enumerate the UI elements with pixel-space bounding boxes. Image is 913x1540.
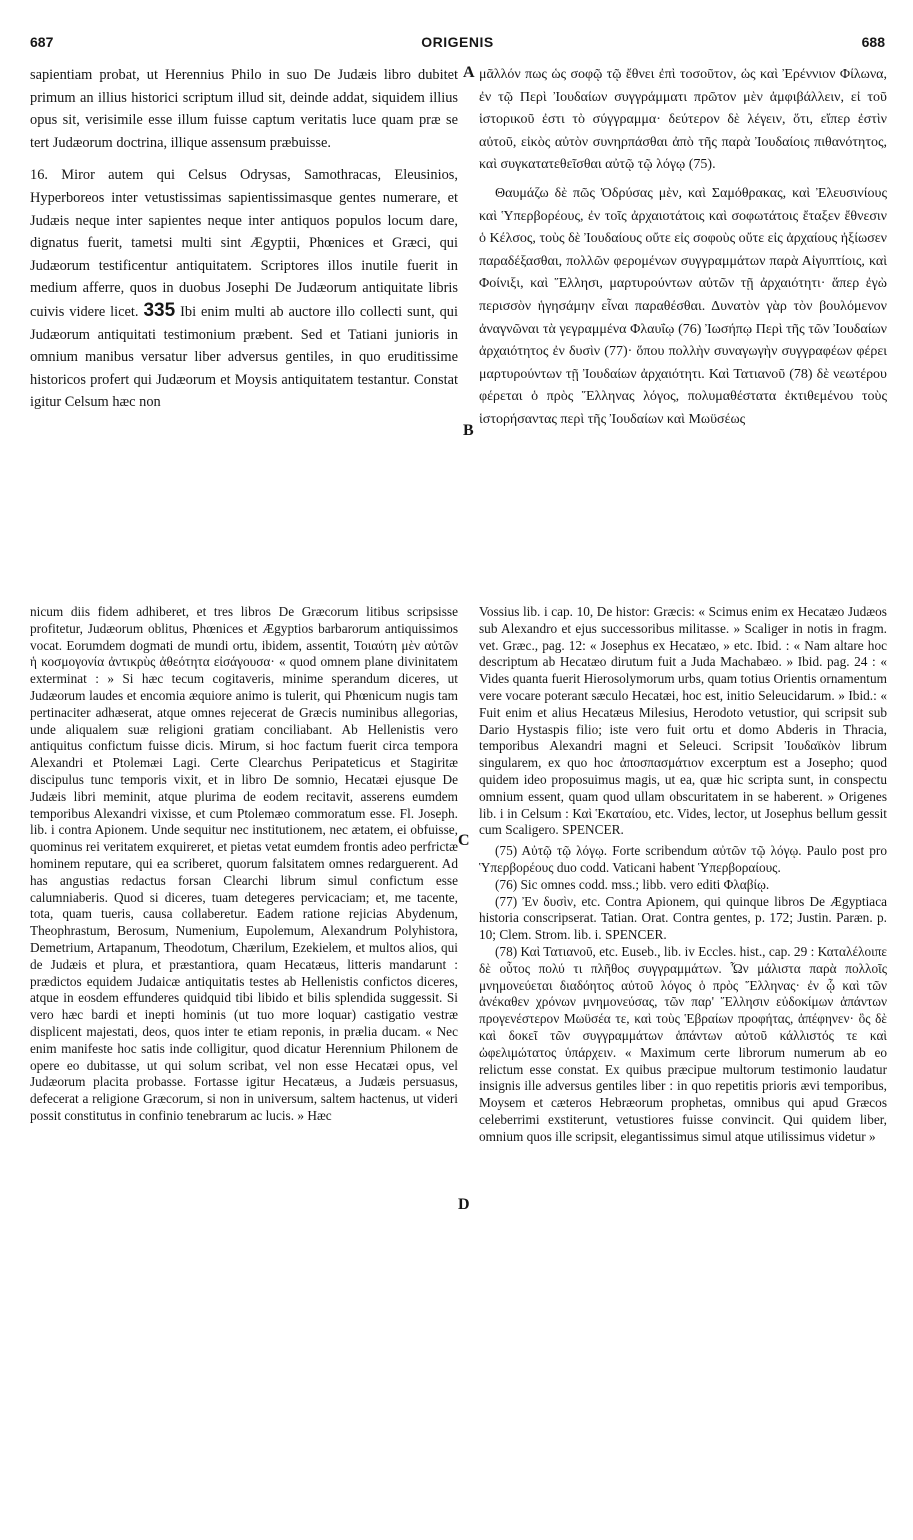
- notes-right-column: [479, 604, 887, 1146]
- latin-paragraph-2-text: 16. Miror autem qui Celsus Odrysas, Samothracas, Eleusinios, Hyperboreos inter vetustissimas sapientissimasque gentes numerare, et Judæis neque inter sapientes neque inter antiquos populos locum dare, dignatus fuerit, tametsi multi sint Ægyptii, Phœnices et Græci, qui Judæorum testificentur antiquitatem. Scriptores illos inutile fuerit in medium afferre, quos in duobus Josephi De Judæorum antiquitate libris cuivis videre licet.: [30, 167, 458, 320]
- page-number-right: 688: [861, 34, 885, 50]
- margin-marker-c: C: [458, 832, 470, 849]
- notes-left-column: [30, 604, 458, 1125]
- running-header: [30, 34, 885, 54]
- greek-paragraph-1: μᾶλλόν πως ὡς σοφῷ τῷ ἔθνει ἐπὶ τοσοῦτον, ὡς καὶ Ἐρέννιον Φίλωνα, ἐν τῷ Περὶ Ἰουδαίων συγγράμματι πρῶτον μὲν ἀμφιβάλλειν, εἰ τοῦ ἱστορικοῦ ἐστι τὸ σύγγραμμα· δεύτερον δὲ λέγειν, ὅτι, εἴπερ ἐστὶν αὐτοῦ, εἰκὸς αὐτὸν συνηρπάσθαι ἀπὸ τῆς παρὰ Ἰουδαίοις πιθανότητος, καὶ συγκατατεθεῖσθαι αὐτῷ τῷ λόγῳ (75).: [479, 67, 887, 173]
- note-75: (75) Αὐτῷ τῷ λόγῳ. Forte scribendum αὐτῶν τῷ λόγῳ. Paulo post pro Ὑπερβορέους duo codd. Vaticani habent Ὑπερβοραίους.: [479, 843, 887, 875]
- note-continuation: Vossius lib. i cap. 10, De histor: Græcis: « Scimus enim ex Hecatæo Judæos sub Alexandro et ejus successoribus militasse. » Scaliger in notis in fragm. vet. Græc., pag. 12: « Josephus ex Hecatæo, » etc. Ibid. : « Nam altare hoc descriptum ab Hecatæo dirutum fuit a Juda Machabæo. » Ibid. pag. 24 : « Vides quanta fuerit Hierosolymorum urbs, quam totius Orientis ornamentum vere vocare poterant sæculo Hecatæi, hoc est, initio Seleucidarum. » Ibid.: « Fuit enim et alius Hecatæus Milesius, Herodoto vetustior, qui scripsit sub Dario Hystaspis filio; iste vero fuit ortu et domo Abderis in Thracia, temporibus Alexandri magni et Seleuci. Scripsit Ἰουδαϊκὸν librum singularem, ex quo hoc ἀποσπασμάτιον excerptum est a Josepho; quod quidem ideo proposuimus magis, ut ea, quæ hic scripta sunt, in conspectu omnium essent, quam quod ullam obscuritatem in se haberent. » Origenes lib. i in Celsum : Καὶ Ἑκαταίου, etc. Vides, lector, ut Josephus bellum gessit cum Scaligero. SPENCER.: [479, 604, 887, 838]
- greek-column: [479, 64, 887, 432]
- margin-marker-b: B: [463, 422, 474, 439]
- column-number: 335: [143, 299, 176, 321]
- note-77: (77) Ἐν δυσὶν, etc. Contra Apionem, qui quinque libros De Ægyptiaca historia conscripserat. Tatian. Orat. Contra gentes, p. 172; Justin. Paræn. p. 10; Clem. Strom. lib. i. SPENCER.: [479, 893, 887, 943]
- margin-marker-a: A: [463, 64, 475, 81]
- latin-paragraph-2: [30, 164, 458, 414]
- note-76: (76) Sic omnes codd. mss.; libb. vero editi Φλαβίῳ.: [495, 876, 770, 892]
- page-title: ORIGENIS: [421, 34, 494, 50]
- latin-paragraph-2-continuation: Ibi enim multi ab auctore illo collecti sunt, qui Judæorum antiquitati testimonium præbent. Sed et Tatiani junioris in omnium manibus versatur liber adversus gentiles, in quo eruditissime historicos profert qui Judæorum et Moysis antiquitatem testantur. Constat igitur Celsum hæc non: [30, 303, 458, 411]
- greek-paragraph-2: Θαυμάζω δὲ πῶς Ὀδρύσας μὲν, καὶ Σαμόθρακας, καὶ Ἐλευσινίους καὶ Ὑπερβορέους, ἐν τοῖς ἀρχαιοτάτοις καὶ σοφωτάτοις ἔταξεν ἔθνεσιν ὁ Κέλσος, τοὺς δὲ Ἰουδαίους οὔτε εἰς σοφοὺς οὔτε εἰς ἀρχαίους ἠξίωσεν παραδέξασθαι, πολλῶν φερομένων συγγραμμάτων παρὰ Αἰγυπτίοις, καὶ Φοίνιξι, καὶ Ἕλλησι, μαρτυρούντων αὐτῶν τῇ ἀρχαιότητι· ἅπερ ἐγὼ περισσὸν ἡγησάμην εἶναι παραθέσθαι. Δυνατὸν γὰρ τὸν βουλόμενον ἀναγνῶναι τὰ γεγραμμένα Φλαυΐῳ (76) Ἰωσήπῳ Περὶ τῆς τῶν Ἰουδαίων ἀρχαιότητος ἐν δυσὶν (77)· ὅπου πολλὴν συναγωγὴν συγγραφέων φέρει μαρτυρούντων τῇ Ἰουδαίων ἀρχαιότητι. Καὶ Τατιανοῦ (78) δὲ νεωτέρου φέρεται ὁ πρὸς Ἕλληνας λόγος, πολυμαθέστατα ἐκτιθεμένου τοὺς ἱστορήσαντας περὶ τῆς Ἰουδαίων καὶ Μωϋσέως: [479, 185, 887, 427]
- latin-paragraph-1: sapientiam probat, ut Herennius Philo in suo De Judæis libro dubitet primum an illius historici scriptum illud sit, deinde addat, siquidem illius opus sit, verisimile esse illum fuisse captum veritatis luce quam præ se tert Judæorum doctrina, illique assensum præbuisse.: [30, 67, 458, 151]
- page-number-left: 687: [30, 34, 54, 50]
- note-text: nicum diis fidem adhiberet, et tres libros De Græcorum litibus scripsisse profitetur, Judæorum oblitus, Phœnices et Ægyptios barbarorum antiquissimos vocat. Eorumdem dogmati de mundi ortu, ibidem, assentit, Τοιαύτη μὲν αὐτῶν ἡ κοσμογονία ἀντικρὺς ἀθεότητα εἰσάγουσα· « quod omnem plane divinitatem exterminat : » Si hæc tecum cogitaveris, minime sperandum diceres, ut Judæorum laudes et encomia æquiore animo is tulerit, qui Phœnicum nugis tam pertinaciter adhæserat, atque omnes rejecerat de Græcis numinibus allegorias, unde aliqualem suæ religioni gratiam conciliabant. Ab Hellenistis vero antiquitus confictum fuisse dicis. Mirum, si hoc factum fuerit circa tempora Alexandri et Ptolemæi Lagi. Certe Clearchus Peripateticus et Stagiritæ discipulus tunc temporis vixit, et in libro De somnio, Hecatæi ejusque De Judæis libri meminit, atque plurima de eodem recitavit, asserens eumdem temporibus Alexandri vixisse, et cum Ptolemæo commoratum esse. Fl. Joseph. lib. i contra Apionem. Unde sequitur nec institutionem, nec ætatem, ei obfuisse, quominus rei veritatem exquireret, et pietas vetat eumdem frontis adeo perfrictæ hominem reputare, qui ea scriberet, quorum falsitatem omnes redarguerent. Ad has angustias redactus forsan Clearchi librum simul confictum esse calumniaberis. Quod si diceres, tuam detegeres pervicaciam; et, me tacente, tota, quam tueris, causa collaberetur. Eadem ratione rejicias Abydenum, Theophrastum, Berosum, Numenium, Eupolemum, Alexandrum Polyhistora, Demetrium, Artapanum, Theodotum, Chærilum, Ezekielem, et multos alios, qui de Judæis et plura, et præstantiora, quam Hecatæus, litteris mandarunt : prædictos equidem Judaicæ antiquitatis testes ab Hellenistis confictos diceres, atque in eosdem effunderes quidquid tibi libido et bilis splendida suggessit. Si vero hæc bardi et inepti hominis (ut tuo more loquar) castigatio vestræ displicent majestati, deos, quos inter te etiam reponis, in prælia ducam. « Nec enim manifeste hoc satis inde colligitur, quod dicatur Herennium Philonem de opere eo dubitasse, ut qui solum scribat, vel non esse Hecatæi opus, vel Judæorum placita probasse. Fortasse igitur Hecatæus, a Judæis persuasus, defecerat a religione Græcorum, si non in universum, saltem hactenus, ut videri possit constitutus in confinio tenebrarum ac lucis. » Hæc: [30, 604, 458, 1123]
- latin-column: [30, 64, 458, 414]
- note-78: (78) Καὶ Τατιανοῦ, etc. Euseb., lib. iv Eccles. hist., cap. 29 : Καταλέλοιπε δὲ οὗτος πολύ τι πλῆθος συγγραμμάτων. Ὧν μάλιστα παρὰ πολλοῖς μνημονεύεται διαδόητος αὐτοῦ λόγος ὁ πρὸς Ἕλληνας· ἐν ᾧ καὶ τῶν ἀνέκαθεν χρόνων μνημονεύσας, τῶν παρ' Ἕλλησιν εὐδοκίμων ἁπάντων προγενέστερον Μωϋσέα τε, καὶ τοὺς Ἑβραίων προφήτας, ἀπέφηνεν· ὃς δὲ καὶ δοκεῖ τῶν συγγραμμάτων ἁπάντων αὐτοῦ κάλλιστός τε καὶ ὠφελιμώτατος ὑπάρχειν. « Maximum certe librorum numerum ab eo relictum esse constat. Ex quibus præcipue multorum testimonio laudatur insignis ille adversus gentiles liber : in quo repetitis prioris ævi temporibus, Moysem et cæteros Hebræorum prophetas, omnibus qui apud Græcos celeberrimi exstiterunt, vetustiores fuisse convincit. Qui quidem liber, omnium quos ille scripsit, elegantissimus simul atque utilissimus videtur »: [479, 943, 887, 1144]
- margin-marker-d: D: [458, 1196, 470, 1213]
